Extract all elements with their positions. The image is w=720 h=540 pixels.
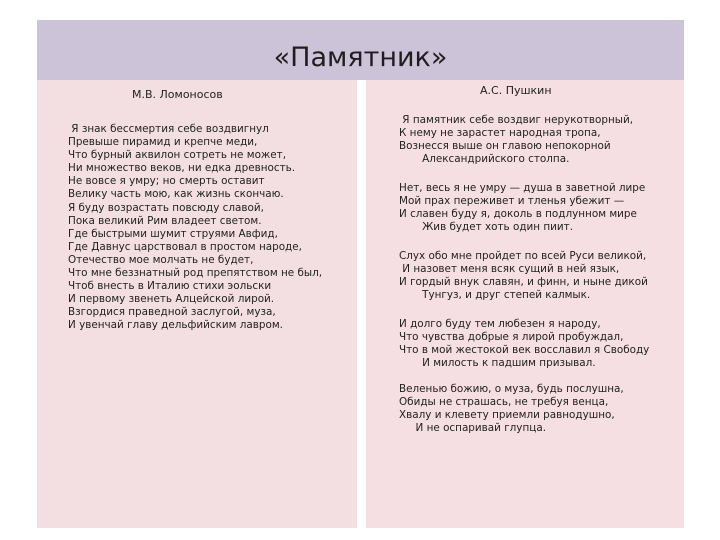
lomonosov-author: М.В. Ломоносов [132,88,223,101]
pushkin-stanza-1: Я памятник себе воздвиг нерукотворный, К нему не зарастет народная тропа, Вознесся выше он главою непокорной Александрийского столпа. [399,114,634,166]
title-banner [37,20,684,80]
lomonosov-column [37,80,357,528]
pushkin-stanza-4: И долго буду тем любезен я народу, Что чувства добрые я лирой пробуждал, Что в мой жестокой век восславил я Свободу И милость к падшим призывал. [399,318,650,370]
slide-title: «Памятник» [273,42,448,73]
pushkin-column [366,80,684,528]
pushkin-stanza-3: Слух обо мне пройдет по всей Руси великой, И назовет меня всяк сущий в ней язык, И гордый внук славян, и финн, и ныне дикой Тунгуз, и друг степей калмык. [399,250,648,302]
pushkin-author: А.С. Пушкин [480,84,552,97]
pushkin-stanza-5: Веленью божию, о муза, будь послушна, Обиды не страшась, не требуя венца, Хвалу и клевету приемли равнодушно, И не оспаривай глупца. [399,383,624,435]
lomonosov-poem: Я знак бессмертия себе воздвигнул Превыше пирамид и крепче меди, Что бурный аквилон сотреть не может, Ни множество веков, ни едка древность. Не вовсе я умру; но смерть оставит Велику часть мою, как жизнь скончаю. Я буду возрастать повсюду славой, Пока великий Рим владеет светом. Где быстрыми шумит струями Авфид, Где Давнус царствовал в простом народе, Отечество мое молчать не будет, Что мне беззнатный род препятством не был, Чтоб внесть в Италию стихи эольски И первому звенеть Алцейской лирой. Взгордися праведной заслугой, муза, И увенчай главу дельфийским лавром. [68,123,323,332]
pushkin-stanza-2: Нет, весь я не умру — душа в заветной лире Мой прах переживет и тленья убежит — И славен буду я, доколь в подлунном мире Жив будет хоть один пиит. [399,182,646,234]
